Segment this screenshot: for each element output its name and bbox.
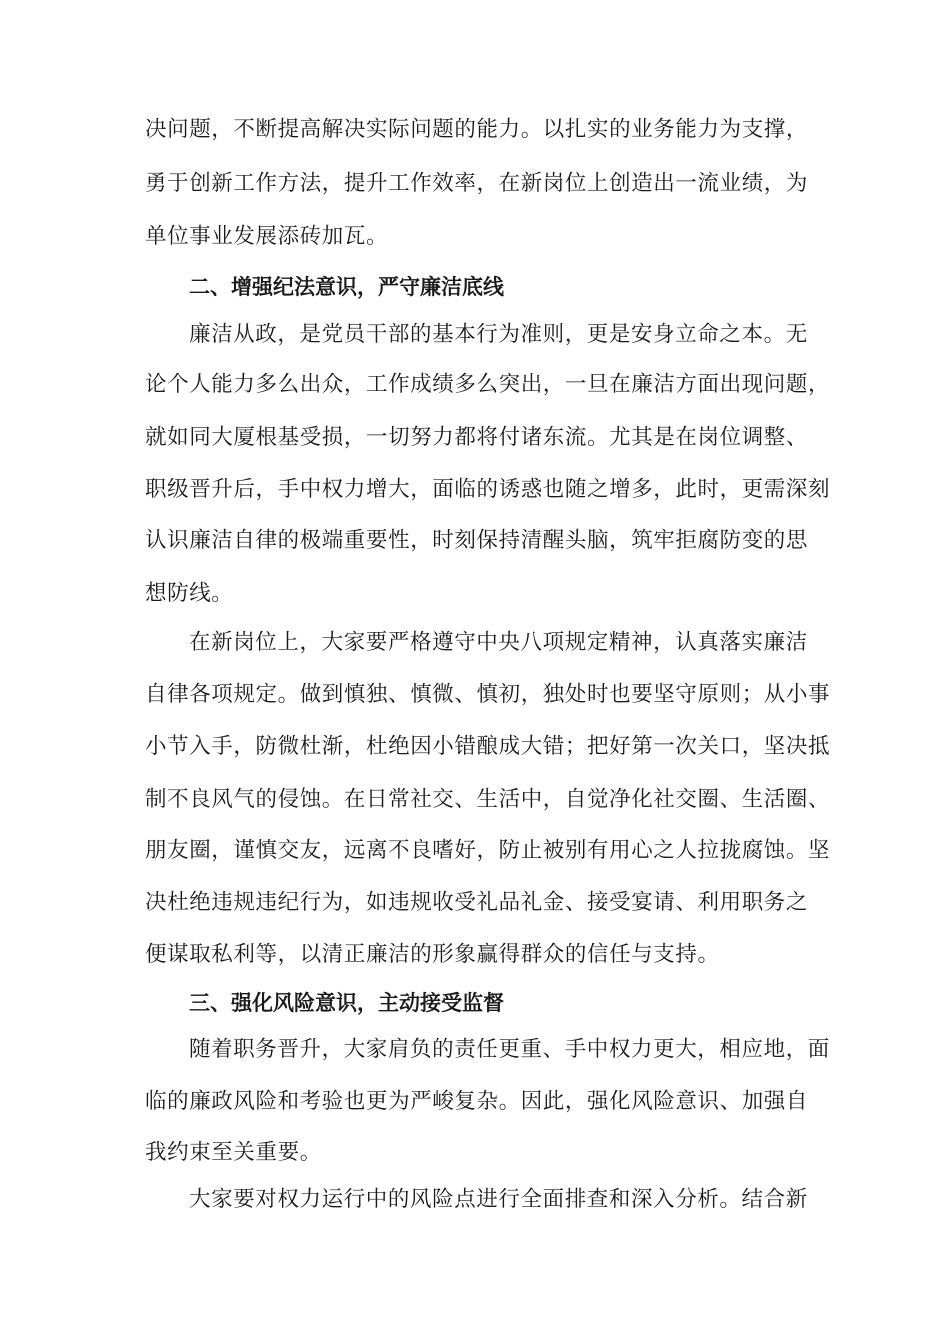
- body-line: 临的廉政风险和考验也更为严峻复杂。因此，强化风险意识、加强自: [145, 1089, 809, 1114]
- body-line: 认识廉洁自律的极端重要性，时刻保持清醒头脑，筑牢拒腐防变的思: [145, 528, 809, 553]
- body-line: 制不良风气的侵蚀。在日常社交、生活中，自觉净化社交圈、生活圈、: [145, 787, 831, 812]
- body-line: 就如同大厦根基受损，一切努力都将付诸东流。尤其是在岗位调整、: [145, 425, 809, 450]
- section-heading-3: 三、强化风险意识，主动接受监督: [189, 991, 504, 1015]
- body-line: 在新岗位上，大家要严格遵守中央八项规定精神，认真落实廉洁: [189, 630, 808, 655]
- body-line: 小节入手，防微杜渐，杜绝因小错酿成大错；把好第一次关口，坚决抵: [145, 734, 831, 759]
- body-line: 自律各项规定。做到慎独、慎微、慎初，独处时也要坚守原则；从小事: [145, 682, 831, 707]
- body-line: 决问题，不断提高解决实际问题的能力。以扎实的业务能力为支撑，: [145, 117, 809, 142]
- body-line: 决杜绝违规违纪行为，如违规收受礼品礼金、接受宴请、利用职务之: [145, 890, 809, 915]
- body-line: 职级晋升后，手中权力增大，面临的诱惑也随之增多，此时，更需深刻: [145, 477, 831, 502]
- body-line: 便谋取私利等，以清正廉洁的形象赢得群众的信任与支持。: [145, 942, 720, 967]
- body-line: 廉洁从政，是党员干部的基本行为准则，更是安身立命之本。无: [189, 322, 808, 347]
- body-line: 随着职务晋升，大家肩负的责任更重、手中权力更大，相应地，面: [189, 1037, 830, 1062]
- body-line: 单位事业发展添砖加瓦。: [145, 224, 389, 249]
- body-line: 勇于创新工作方法，提升工作效率，在新岗位上创造出一流业绩，为: [145, 171, 809, 196]
- body-line: 朋友圈，谨慎交友，远离不良嗜好，防止被别有用心之人拉拢腐蚀。坚: [145, 838, 831, 863]
- body-line: 我约束至关重要。: [145, 1140, 322, 1165]
- body-line: 论个人能力多么出众，工作成绩多么突出，一旦在廉洁方面出现问题，: [145, 372, 831, 397]
- section-heading-2: 二、增强纪法意识，严守廉洁底线: [189, 275, 504, 299]
- body-line: 想防线。: [145, 581, 234, 606]
- body-line: 大家要对权力运行中的风险点进行全面排查和深入分析。结合新: [189, 1187, 808, 1212]
